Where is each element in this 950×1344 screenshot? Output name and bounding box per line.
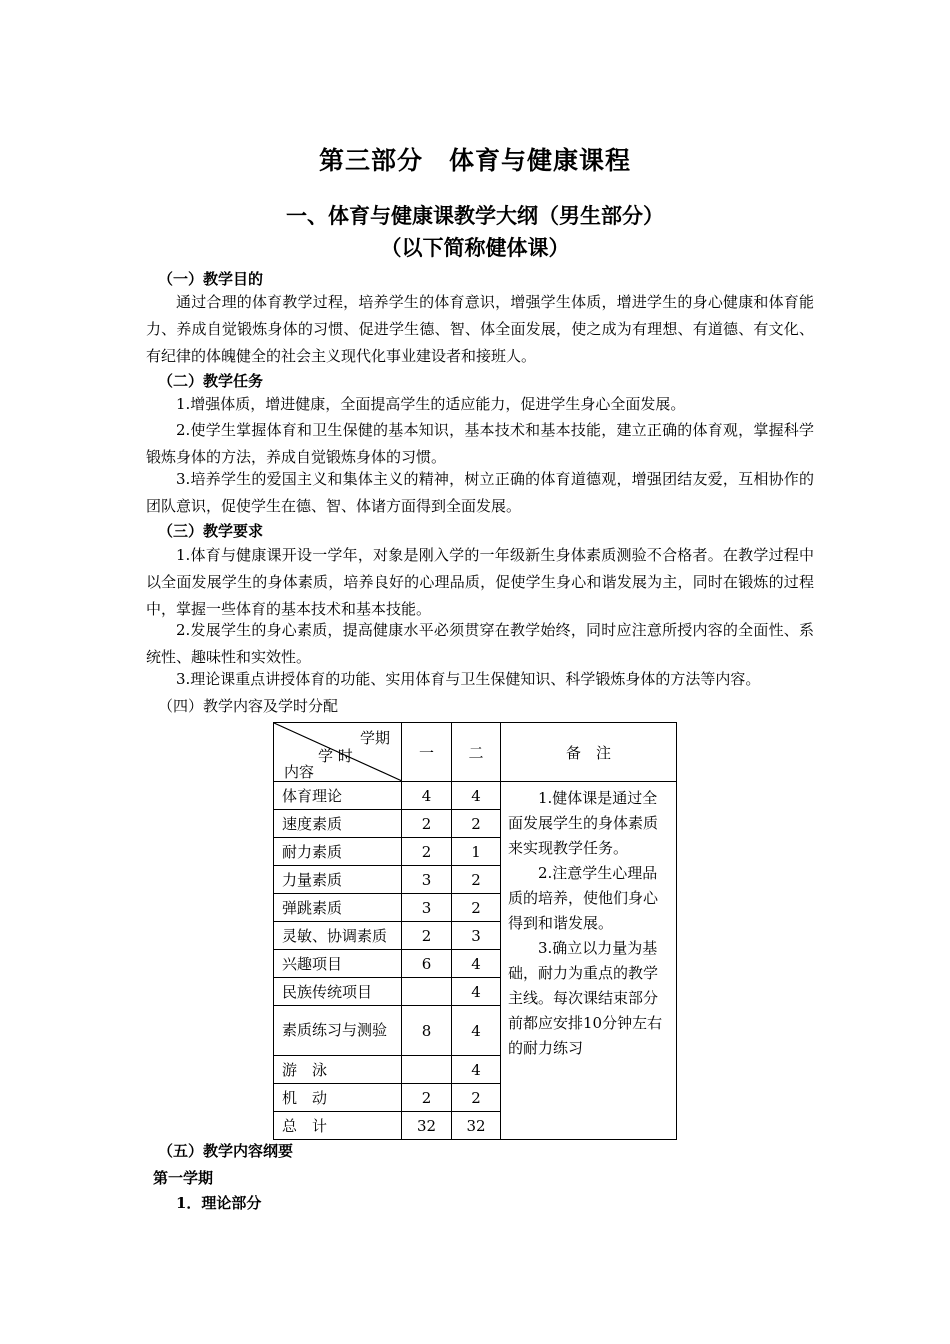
row-term1 xyxy=(402,978,452,1006)
note-2: 2.注意学生心理品质的培养，使他们身心得到和谐发展。 xyxy=(508,864,659,932)
row-term2: 2 xyxy=(452,894,501,922)
row-term1 xyxy=(402,1056,452,1084)
requirement-item-2: 2.发展学生的身心素质，提高健康水平必须贯穿在教学始终，同时应注意所授内容的全面性、系统性、趣味性和实效性。 xyxy=(146,621,814,666)
row-term1: 3 xyxy=(402,866,452,894)
page-title: 第三部分 体育与健康课程 xyxy=(318,146,631,175)
row-term1: 2 xyxy=(402,810,452,838)
requirement-item-1: 1.体育与健康课开设一学年，对象是刚入学的一年级新生身体素质测验不合格者。在教学过程中以全面发展学生的身体素质，培养良好的心理品质，促使学生身心和谐发展为主，同时在锻炼的过程中，掌握一些体育的基本技术和基本技能。 xyxy=(146,546,814,618)
row-name: 民族传统项目 xyxy=(274,978,402,1006)
row-term2: 4 xyxy=(452,782,501,810)
row-name: 游 泳 xyxy=(274,1056,402,1084)
notes-cell xyxy=(501,782,677,1140)
row-term2: 32 xyxy=(452,1112,501,1140)
row-term1: 2 xyxy=(402,838,452,866)
row-term2: 4 xyxy=(452,978,501,1006)
theory-heading: 1．理论部分 xyxy=(176,1194,262,1212)
row-name: 素质练习与测验 xyxy=(274,1006,402,1056)
section-heading-tasks: （二）教学任务 xyxy=(158,372,264,390)
note-1: 1.健体课是通过全面发展学生的身体素质来实现教学任务。 xyxy=(508,789,659,857)
diagonal-header-cell xyxy=(274,723,402,782)
row-term2: 4 xyxy=(452,950,501,978)
syllabus-subtitle: （以下简称健体课） xyxy=(380,235,570,260)
row-name: 总 计 xyxy=(274,1112,402,1140)
row-term2: 2 xyxy=(452,1084,501,1112)
diag-content-label: 内容 xyxy=(284,763,315,781)
task-item-3: 3.培养学生的爱国主义和集体主义的精神，树立正确的体育道德观，增强团结友爱，互相协作的团队意识，促使学生在德、智、体诸方面得到全面发展。 xyxy=(146,470,814,515)
hours-allocation-table xyxy=(273,722,677,1140)
row-term2: 2 xyxy=(452,866,501,894)
header-term-2: 二 xyxy=(452,723,501,782)
header-term-1: 一 xyxy=(402,723,452,782)
row-term1: 3 xyxy=(402,894,452,922)
row-name: 弹跳素质 xyxy=(274,894,402,922)
row-term1: 2 xyxy=(402,1084,452,1112)
row-term2: 2 xyxy=(452,810,501,838)
requirement-item-3: 3.理论课重点讲授体育的功能、实用体育与卫生保健知识、科学锻炼身体的方法等内容。 xyxy=(176,670,761,688)
row-term2: 3 xyxy=(452,922,501,950)
row-term1: 2 xyxy=(402,922,452,950)
term-heading: 第一学期 xyxy=(153,1169,214,1187)
purpose-paragraph: 通过合理的体育教学过程，培养学生的体育意识，增强学生体质，增进学生的身心健康和体育能力、养成自觉锻炼身体的习惯、促进学生德、智、体全面发展，使之成为有理想、有道德、有文化、有纪律的体魄健全的社会主义现代化事业建设者和接班人。 xyxy=(146,293,814,365)
section-heading-requirements: （三）教学要求 xyxy=(158,522,264,540)
row-term2: 4 xyxy=(452,1006,501,1056)
row-term2: 1 xyxy=(452,838,501,866)
syllabus-title: 一、体育与健康课教学大纲（男生部分） xyxy=(286,203,664,228)
row-name: 机 动 xyxy=(274,1084,402,1112)
row-name: 灵敏、协调素质 xyxy=(274,922,402,950)
section-heading-outline: （五）教学内容纲要 xyxy=(158,1142,294,1160)
row-term1: 32 xyxy=(402,1112,452,1140)
row-term1: 4 xyxy=(402,782,452,810)
row-name: 耐力素质 xyxy=(274,838,402,866)
row-name: 兴趣项目 xyxy=(274,950,402,978)
note-3: 3.确立以力量为基础，耐力为重点的教学主线。每次课结束部分前都应安排10分钟左右的耐力练习 xyxy=(508,939,663,1057)
row-term1: 8 xyxy=(402,1006,452,1056)
row-name: 速度素质 xyxy=(274,810,402,838)
diag-hours-label: 学 时 xyxy=(318,747,353,765)
section-heading-allocation: （四）教学内容及学时分配 xyxy=(158,697,339,715)
row-name: 力量素质 xyxy=(274,866,402,894)
diag-term-label: 学期 xyxy=(360,729,391,747)
row-term1: 6 xyxy=(402,950,452,978)
task-item-2: 2.使学生掌握体育和卫生保健的基本知识，基本技术和基本技能，建立正确的体育观，掌握科学锻炼身体的方法，养成自觉锻炼身体的习惯。 xyxy=(146,421,814,466)
header-notes: 备 注 xyxy=(501,723,677,782)
row-term2: 4 xyxy=(452,1056,501,1084)
section-heading-purpose: （一）教学目的 xyxy=(158,270,264,288)
row-name: 体育理论 xyxy=(274,782,402,810)
task-item-1: 1.增强体质，增进健康，全面提高学生的适应能力，促进学生身心全面发展。 xyxy=(176,395,686,413)
